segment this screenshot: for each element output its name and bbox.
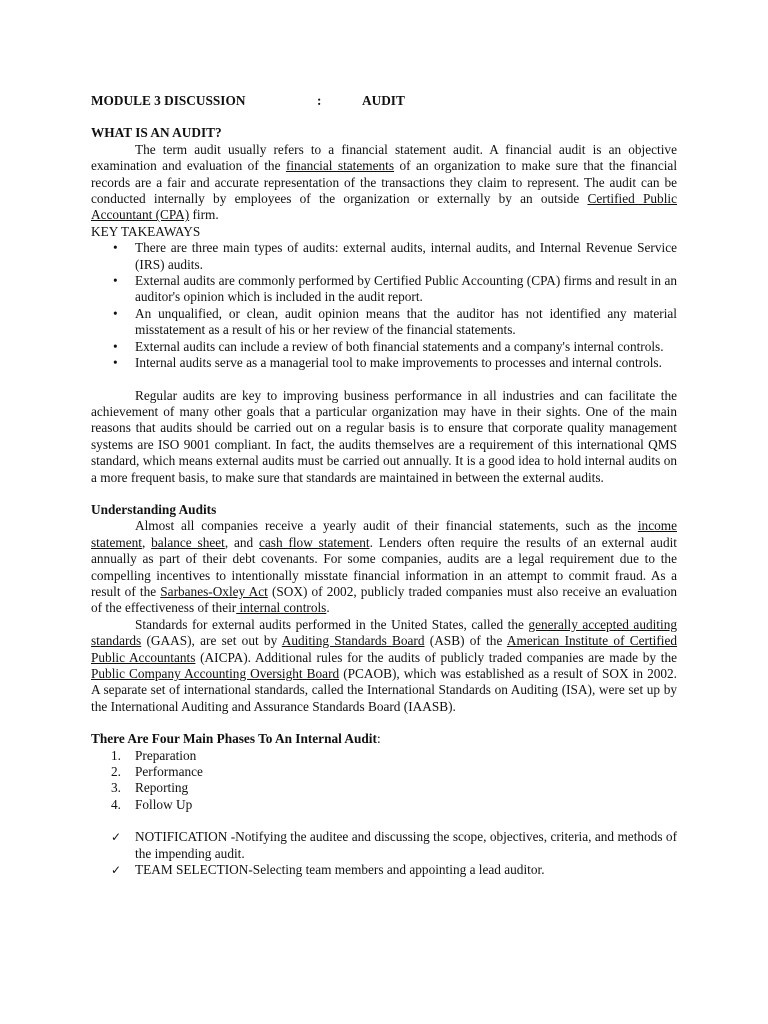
phase-steps-list <box>91 829 677 878</box>
bullet-icon: • <box>113 355 118 371</box>
phases-heading: There Are Four Main Phases To An Internal Audit: <box>91 731 381 747</box>
checkmark-icon: ✓ <box>111 830 122 845</box>
pcaob-link[interactable]: Public Company Accounting Oversight Board <box>91 666 340 681</box>
list-item: • External audits are commonly performed by Certified Public Accounting (CPA) firms and result in an auditor's opinion which is included in the audit report. <box>113 273 677 305</box>
what-is-audit-heading: WHAT IS AN AUDIT? <box>91 125 222 141</box>
module-topic: AUDIT <box>362 93 405 108</box>
list-item: • Internal audits serve as a managerial tool to make improvements to processes and internal controls. <box>113 355 662 371</box>
list-item: 2. Performance <box>111 764 203 780</box>
bullet-icon: • <box>113 338 118 354</box>
list-item: 3. Reporting <box>111 780 189 796</box>
balance-sheet-link[interactable]: balance sheet <box>151 534 225 550</box>
understanding-audits-heading: Understanding Audits <box>91 501 217 517</box>
bullet-icon: • <box>113 305 118 321</box>
module-heading <box>91 93 677 109</box>
list-item: • An unqualified, or clean, audit opinion means that the auditor has not identified any material misstatement as a result of his or her review of the financial statements. <box>113 305 677 338</box>
sarbanes-oxley-link[interactable]: Sarbanes-Oxley Act <box>160 583 268 599</box>
key-takeaways-heading: KEY TAKEAWAYS <box>91 223 201 239</box>
financial-statements-link[interactable]: financial statements <box>285 158 395 174</box>
cpa-link[interactable]: Certified Public Accountant (CPA) <box>91 191 677 223</box>
list-item: 4. Follow Up <box>111 796 193 812</box>
checkmark-icon: ✓ <box>111 863 122 878</box>
gaas-link[interactable]: generally accepted auditing standards <box>91 616 677 649</box>
list-item: • There are three main types of audits: external audits, internal audits, and Internal Revenue Service (IRS) audits. <box>113 240 677 272</box>
bullet-icon: • <box>113 240 118 256</box>
internal-controls-link[interactable]: internal controls <box>236 600 327 616</box>
cash-flow-statement-link[interactable]: cash flow statement <box>259 534 370 550</box>
list-item: ✓ TEAM SELECTION-Selecting team members and appointing a lead auditor. <box>111 862 545 878</box>
document-body <box>91 93 677 878</box>
understanding-paragraph-1: Almost all companies receive a yearly audit of their financial statements, such as the income statement, balance sheet, and cash flow statement. Lenders often require the results of an external audit annually as part of their debt covenants. For some companies, audits are a legal requirement due to the compelling incentives to intentionally misstate financial information in an attempt to commit fraud. As a result of the Sarbanes-Oxley Act (SOX) of 2002, publicly traded companies must also receive an evaluation of the effectiveness of their internal controls. <box>91 518 677 616</box>
heading-separator: : <box>317 93 322 108</box>
regular-audits-paragraph: Regular audits are key to improving business performance in all industries and can facilitate the achievement of many other goals that a particular organization may have in their sights. One of the main reasons that audits should be carried out on a regular basis is to ensure that corporate quality management systems are ISO 9001 compliant. In fact, the audits themselves are a requirement of this international QMS standard, which means external audits must be carried out annually. It is a good idea to hold internal audits on a more frequent basis, to make sure that standards are maintained in between the external audits. <box>91 387 677 485</box>
bullet-icon: • <box>113 273 118 289</box>
key-takeaways-list <box>91 240 677 371</box>
aicpa-link[interactable]: American Institute of Certified Public Accountants <box>91 633 678 665</box>
module-title: MODULE 3 DISCUSSION <box>91 93 246 108</box>
phases-list <box>91 748 677 814</box>
audit-definition-paragraph: The term audit usually refers to a financial statement audit. A financial audit is an objective examination and evaluation of the financial statements of an organization to make sure that the financial records are a fair and accurate representation of the transactions they claim to represent. The audit can be conducted internally by employees of the organization or externally by an outside Certified Public Accountant (CPA) firm. <box>91 141 678 223</box>
asb-link[interactable]: Auditing Standards Board <box>281 633 425 649</box>
list-item: 1. Preparation <box>111 747 197 763</box>
list-item: ✓ NOTIFICATION -Notifying the auditee and discussing the scope, objectives, criteria, and methods of the impending audit. <box>111 829 677 861</box>
understanding-paragraph-2: Standards for external audits performed in the United States, called the generally accepted auditing standards (GAAS), are set out by Auditing Standards Board (ASB) of the American Institute of Certified Public Accountants (AICPA). Additional rules for the audits of publicly traded companies are made by the Public Company Accounting Oversight Board (PCAOB), which was established as a result of SOX in 2002. A separate set of international standards, called the International Standards on Auditing (ISA), were set up by the International Auditing and Assurance Standards Board (IAASB). <box>91 616 678 714</box>
list-item: • External audits can include a review of both financial statements and a company's internal controls. <box>113 338 664 354</box>
income-statement-link[interactable]: income statement <box>91 518 677 550</box>
